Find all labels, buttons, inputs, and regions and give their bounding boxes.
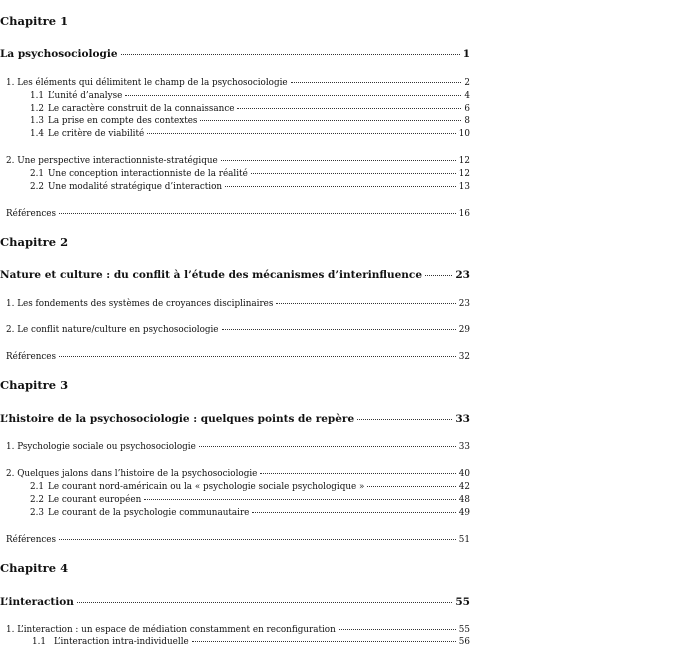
toc-part-entry[interactable]: Nature et culture : du conflit à l’étude des mécanismes d’interinfluence 23 — [0, 269, 470, 281]
chapter-heading: Chapitre 3 — [0, 378, 69, 392]
leader-dots — [251, 173, 456, 174]
toc-subentry[interactable]: 2.2 Le courant européen 48 — [30, 495, 470, 505]
toc-entry[interactable]: 1. Les éléments qui délimitent le champ de la psychosociologie 2 — [6, 78, 470, 88]
toc-entry[interactable]: 2. Une perspective interactionniste-stratégique 12 — [6, 156, 470, 166]
toc-entry[interactable]: 1. Psychologie sociale ou psychosociologie 33 — [6, 442, 470, 452]
toc-subentry[interactable]: 1.1 L’unité d’analyse 4 — [30, 91, 470, 101]
leader-dots — [147, 133, 456, 134]
leader-dots — [125, 95, 461, 96]
leader-dots — [367, 486, 455, 487]
leader-dots — [225, 186, 456, 187]
toc-subentry[interactable]: 1.3 La prise en compte des contextes 8 — [30, 116, 470, 126]
toc-references-entry[interactable]: Références 16 — [6, 209, 470, 219]
leader-dots — [222, 329, 456, 330]
toc-part-entry[interactable]: L’histoire de la psychosociologie : quelques points de repère 33 — [0, 413, 470, 425]
leader-dots — [237, 108, 461, 109]
toc-subentry[interactable]: 2.3 Le courant de la psychologie communautaire 49 — [30, 508, 470, 518]
leader-dots — [192, 641, 456, 642]
leader-dots — [77, 602, 452, 603]
toc-subentry[interactable]: 2.1 Le courant nord-américain ou la « psychologie sociale psychologique » 42 — [30, 482, 470, 492]
toc-references-entry[interactable]: Références 32 — [6, 352, 470, 362]
leader-dots — [59, 356, 456, 357]
leader-dots — [144, 499, 456, 500]
leader-dots — [121, 54, 460, 55]
leader-dots — [221, 160, 456, 161]
chapter-heading: Chapitre 4 — [0, 561, 69, 575]
toc-entry[interactable]: 2. Quelques jalons dans l’histoire de la psychosociologie 40 — [6, 469, 470, 479]
toc-part-entry[interactable]: L’interaction 55 — [0, 596, 470, 608]
leader-dots — [291, 82, 462, 83]
toc-part-entry[interactable]: La psychosociologie 1 — [0, 48, 470, 60]
leader-dots — [59, 213, 456, 214]
leader-dots — [260, 473, 455, 474]
toc-subentry[interactable]: 1.2 Le caractère construit de la connaissance 6 — [30, 104, 470, 114]
toc-subentry[interactable]: 1.1 L’interaction intra-individuelle 56 — [32, 637, 470, 647]
chapter-heading: Chapitre 2 — [0, 235, 69, 249]
toc-entry[interactable]: 1. Les fondements des systèmes de croyances disciplinaires 23 — [6, 299, 470, 309]
toc-entry[interactable]: 1. L’interaction : un espace de médiation constamment en reconfiguration 55 — [6, 625, 470, 635]
chapter-heading: Chapitre 1 — [0, 14, 69, 28]
leader-dots — [425, 275, 452, 276]
leader-dots — [252, 512, 455, 513]
leader-dots — [276, 303, 455, 304]
leader-dots — [199, 446, 456, 447]
leader-dots — [59, 539, 456, 540]
leader-dots — [200, 120, 461, 121]
toc-entry[interactable]: 2. Le conflit nature/culture en psychosociologie 29 — [6, 325, 470, 335]
toc-subentry[interactable]: 2.1 Une conception interactionniste de la réalité 12 — [30, 169, 470, 179]
leader-dots — [357, 419, 452, 420]
toc-subentry[interactable]: 1.4 Le critère de viabilité 10 — [30, 129, 470, 139]
toc-references-entry[interactable]: Références 51 — [6, 535, 470, 545]
toc-subentry[interactable]: 2.2 Une modalité stratégique d’interaction 13 — [30, 182, 470, 192]
leader-dots — [339, 629, 456, 630]
